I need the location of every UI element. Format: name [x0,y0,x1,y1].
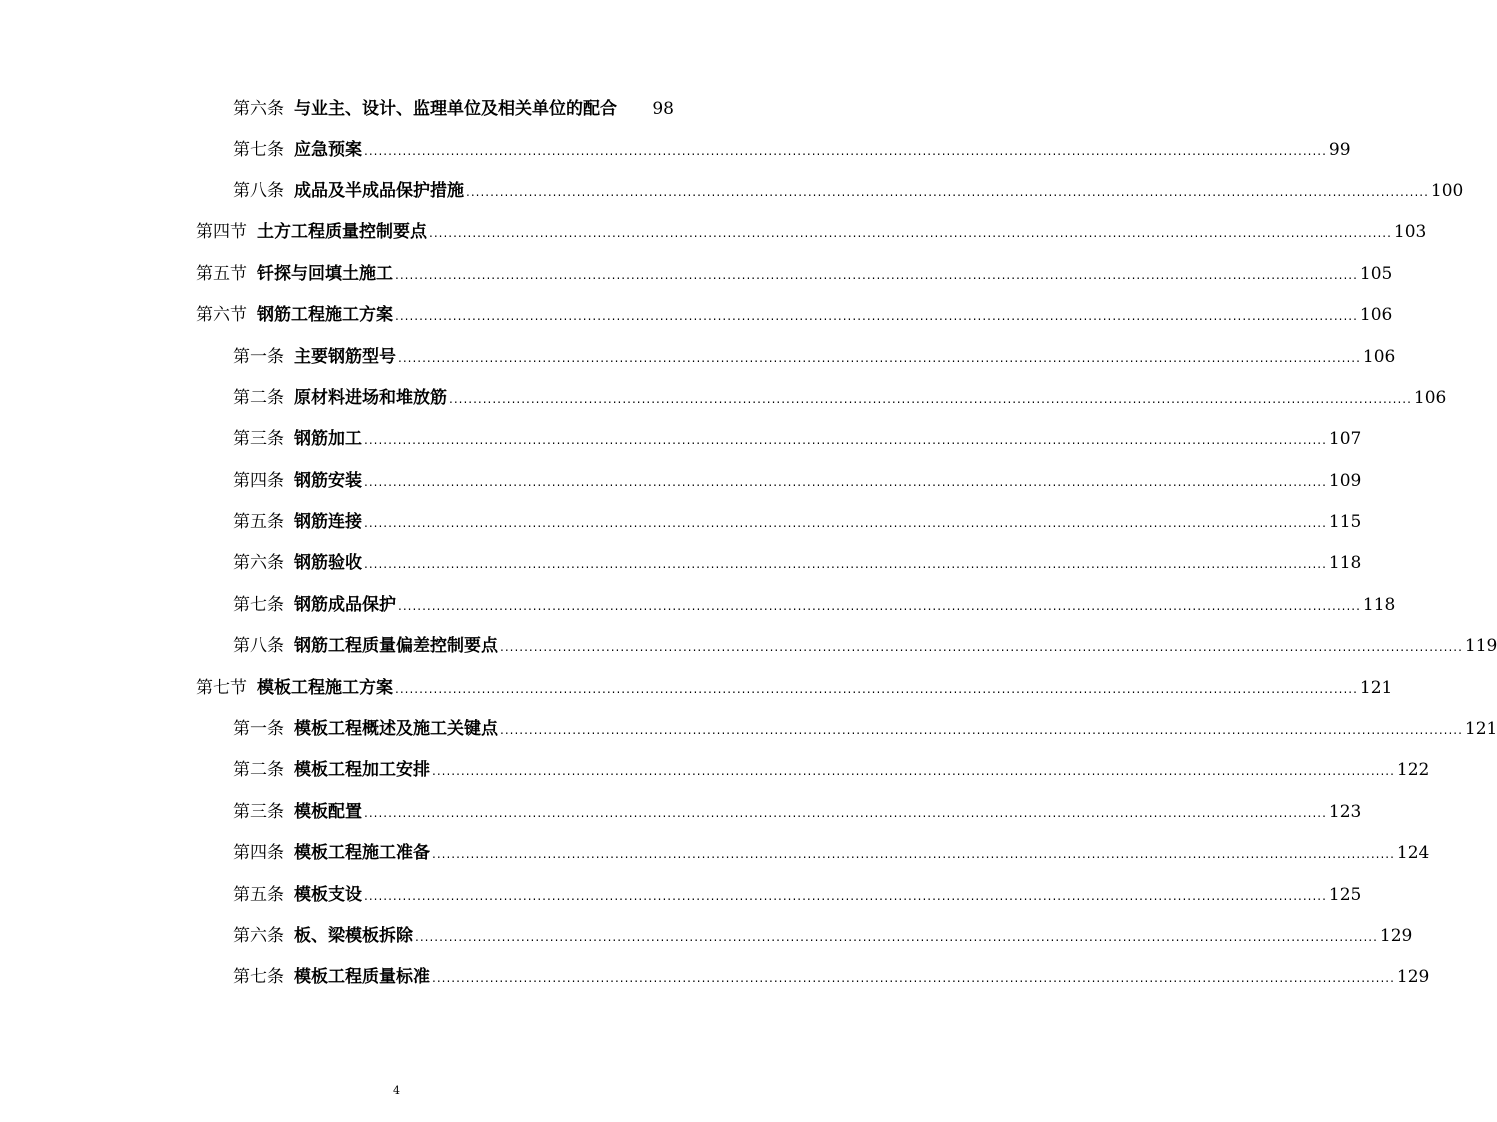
toc-entry-title: 主要钢筋型号 [294,346,396,367]
toc-entry-number: 第七条 [233,967,284,988]
toc-article-entry[interactable] [0,874,1362,915]
toc-article-entry[interactable] [0,750,1430,791]
toc-entry-page: 106 [1362,346,1396,367]
toc-dot-leader: ........................................................................................................................................................................................................ [432,971,1395,986]
toc-entry-title: 模板工程概述及施工关键点 [294,719,498,740]
toc-article-entry[interactable] [0,709,1497,750]
toc-entry-number: 第七条 [233,594,284,615]
toc-dot-leader: ........................................................................................................................................................................................................ [364,433,1327,448]
toc-entry-title: 模板支设 [294,884,362,905]
toc-dot-leader: ........................................................................................................................................................................................................ [429,226,1392,241]
toc-entry-title: 原材料进场和堆放筋 [294,387,447,408]
toc-entry-number: 第六条 [233,98,284,119]
toc-dot-leader: ........................................................................................................................................................................................................ [398,598,1361,613]
toc-dot-leader: ........................................................................................................................................................................................................ [432,847,1395,862]
toc-dot-leader: ........................................................................................................................................................................................................ [364,143,1327,158]
toc-article-entry[interactable] [0,916,1413,957]
page-number: 4 [393,1084,400,1097]
toc-article-entry[interactable] [0,171,1464,212]
toc-article-entry[interactable] [0,585,1396,626]
toc-entry-page: 129 [1379,926,1413,946]
toc-entry-page: 106 [1359,305,1393,326]
toc-dot-leader: ........................................................................................................................................................................................................ [500,640,1463,655]
toc-article-entry[interactable] [0,792,1362,833]
toc-dot-leader: ........................................................................................................................................................................................................ [395,267,1358,282]
toc-article-entry[interactable] [0,419,1362,460]
toc-article-entry[interactable] [0,502,1362,543]
toc-article-entry[interactable] [0,129,1351,170]
toc-section-entry[interactable] [0,295,1393,336]
toc-entry-page: 123 [1328,801,1362,822]
toc-dot-leader: ........................................................................................................................................................................................................ [364,888,1327,903]
table-of-contents [0,88,1497,999]
toc-article-entry[interactable] [0,957,1430,998]
toc-entry-page: 99 [1328,139,1351,160]
toc-entry-page: 125 [1328,884,1362,905]
toc-article-entry[interactable] [0,626,1497,667]
toc-entry-number: 第二条 [233,387,284,408]
toc-dot-leader: ........................................................................................................................................................................................................ [398,350,1361,365]
toc-entry-number: 第八条 [233,180,284,201]
toc-entry-page: 121 [1359,677,1393,698]
toc-dot-leader: ........................................................................................................................................................................................................ [415,930,1378,944]
toc-entry-page: 129 [1396,967,1430,988]
toc-section-entry[interactable] [0,667,1393,708]
toc-entry-number: 第五条 [233,884,284,905]
toc-section-entry[interactable] [0,212,1427,253]
toc-entry-title: 模板工程加工安排 [294,760,430,781]
toc-entry-title: 模板工程施工方案 [257,677,393,698]
toc-entry-page: 121 [1464,719,1497,740]
toc-entry-page: 115 [1328,512,1362,533]
toc-entry-number: 第四条 [233,470,284,491]
toc-article-entry[interactable] [0,833,1430,874]
toc-article-entry[interactable] [0,461,1362,502]
toc-dot-leader: ........................................................................................................................................................................................................ [395,681,1358,696]
toc-entry-page: 103 [1393,222,1427,243]
toc-entry-number: 第二条 [233,760,284,781]
toc-dot-leader: ........................................................................................................................................................................................................ [364,805,1327,820]
toc-entry-title: 钢筋加工 [294,429,362,450]
toc-entry-page: 124 [1396,843,1430,864]
toc-entry-page: 98 [652,98,674,119]
toc-entry-title: 钢筋安装 [294,470,362,491]
toc-dot-leader: ........................................................................................................................................................................................................ [395,309,1358,324]
toc-article-entry[interactable] [0,88,793,129]
toc-entry-number: 第一条 [233,719,284,740]
toc-entry-number: 第五条 [233,512,284,533]
toc-entry-title: 成品及半成品保护措施 [294,180,464,201]
toc-dot-leader: ........................................................................................................................................................................................................ [500,723,1463,738]
toc-entry-title: 板、梁模板拆除 [294,926,413,946]
toc-entry-page: 105 [1359,263,1393,284]
toc-entry-number: 第三条 [233,429,284,450]
toc-entry-title: 钎探与回填土施工 [257,263,393,284]
toc-section-entry[interactable] [0,254,1393,295]
toc-entry-number: 第四节 [196,222,247,243]
toc-entry-page: 119 [1464,636,1497,657]
toc-entry-title: 土方工程质量控制要点 [257,222,427,243]
toc-dot-leader: ........................................................................................................................................................................................................ [364,557,1327,572]
toc-entry-page: 107 [1328,429,1362,450]
toc-dot-leader: ........................................................................................................................................................................................................ [432,764,1395,779]
toc-entry-number: 第六条 [233,553,284,574]
toc-entry-number: 第八条 [233,636,284,657]
toc-entry-page: 118 [1362,594,1396,615]
toc-article-entry[interactable] [0,336,1396,377]
toc-entry-title: 钢筋成品保护 [294,594,396,615]
toc-dot-leader: ........................................................................................................................................................................................................ [449,391,1412,406]
toc-entry-title: 钢筋工程质量偏差控制要点 [294,636,498,657]
toc-entry-number: 第四条 [233,843,284,864]
toc-dot-leader: ........................................................................................................................................................................................................ [364,474,1327,489]
toc-entry-page: 118 [1328,553,1362,574]
toc-entry-page: 100 [1430,180,1464,201]
toc-entry-page: 109 [1328,470,1362,491]
toc-entry-number: 第七节 [196,677,247,698]
toc-entry-number: 第七条 [233,139,284,160]
toc-entry-number: 第五节 [196,263,247,284]
toc-entry-number: 第六节 [196,305,247,326]
toc-entry-title: 应急预案 [294,139,362,160]
toc-dot-leader: ........................................................................................................................................................................................................ [466,184,1429,199]
toc-entry-number: 第六条 [233,926,284,946]
toc-entry-title: 钢筋验收 [294,553,362,574]
toc-article-entry[interactable] [0,378,1447,419]
toc-entry-title: 钢筋连接 [294,512,362,533]
toc-entry-title: 与业主、设计、监理单位及相关单位的配合 [294,98,617,119]
toc-entry-page: 106 [1413,387,1447,408]
toc-entry-title: 钢筋工程施工方案 [257,305,393,326]
toc-article-entry[interactable] [0,543,1362,584]
toc-entry-title: 模板配置 [294,801,362,822]
toc-entry-number: 第一条 [233,346,284,367]
toc-entry-page: 122 [1396,760,1430,781]
toc-entry-title: 模板工程质量标准 [294,967,430,988]
toc-entry-number: 第三条 [233,801,284,822]
toc-dot-leader: ........................................................................................................................................................................................................ [364,516,1327,531]
toc-entry-title: 模板工程施工准备 [294,843,430,864]
